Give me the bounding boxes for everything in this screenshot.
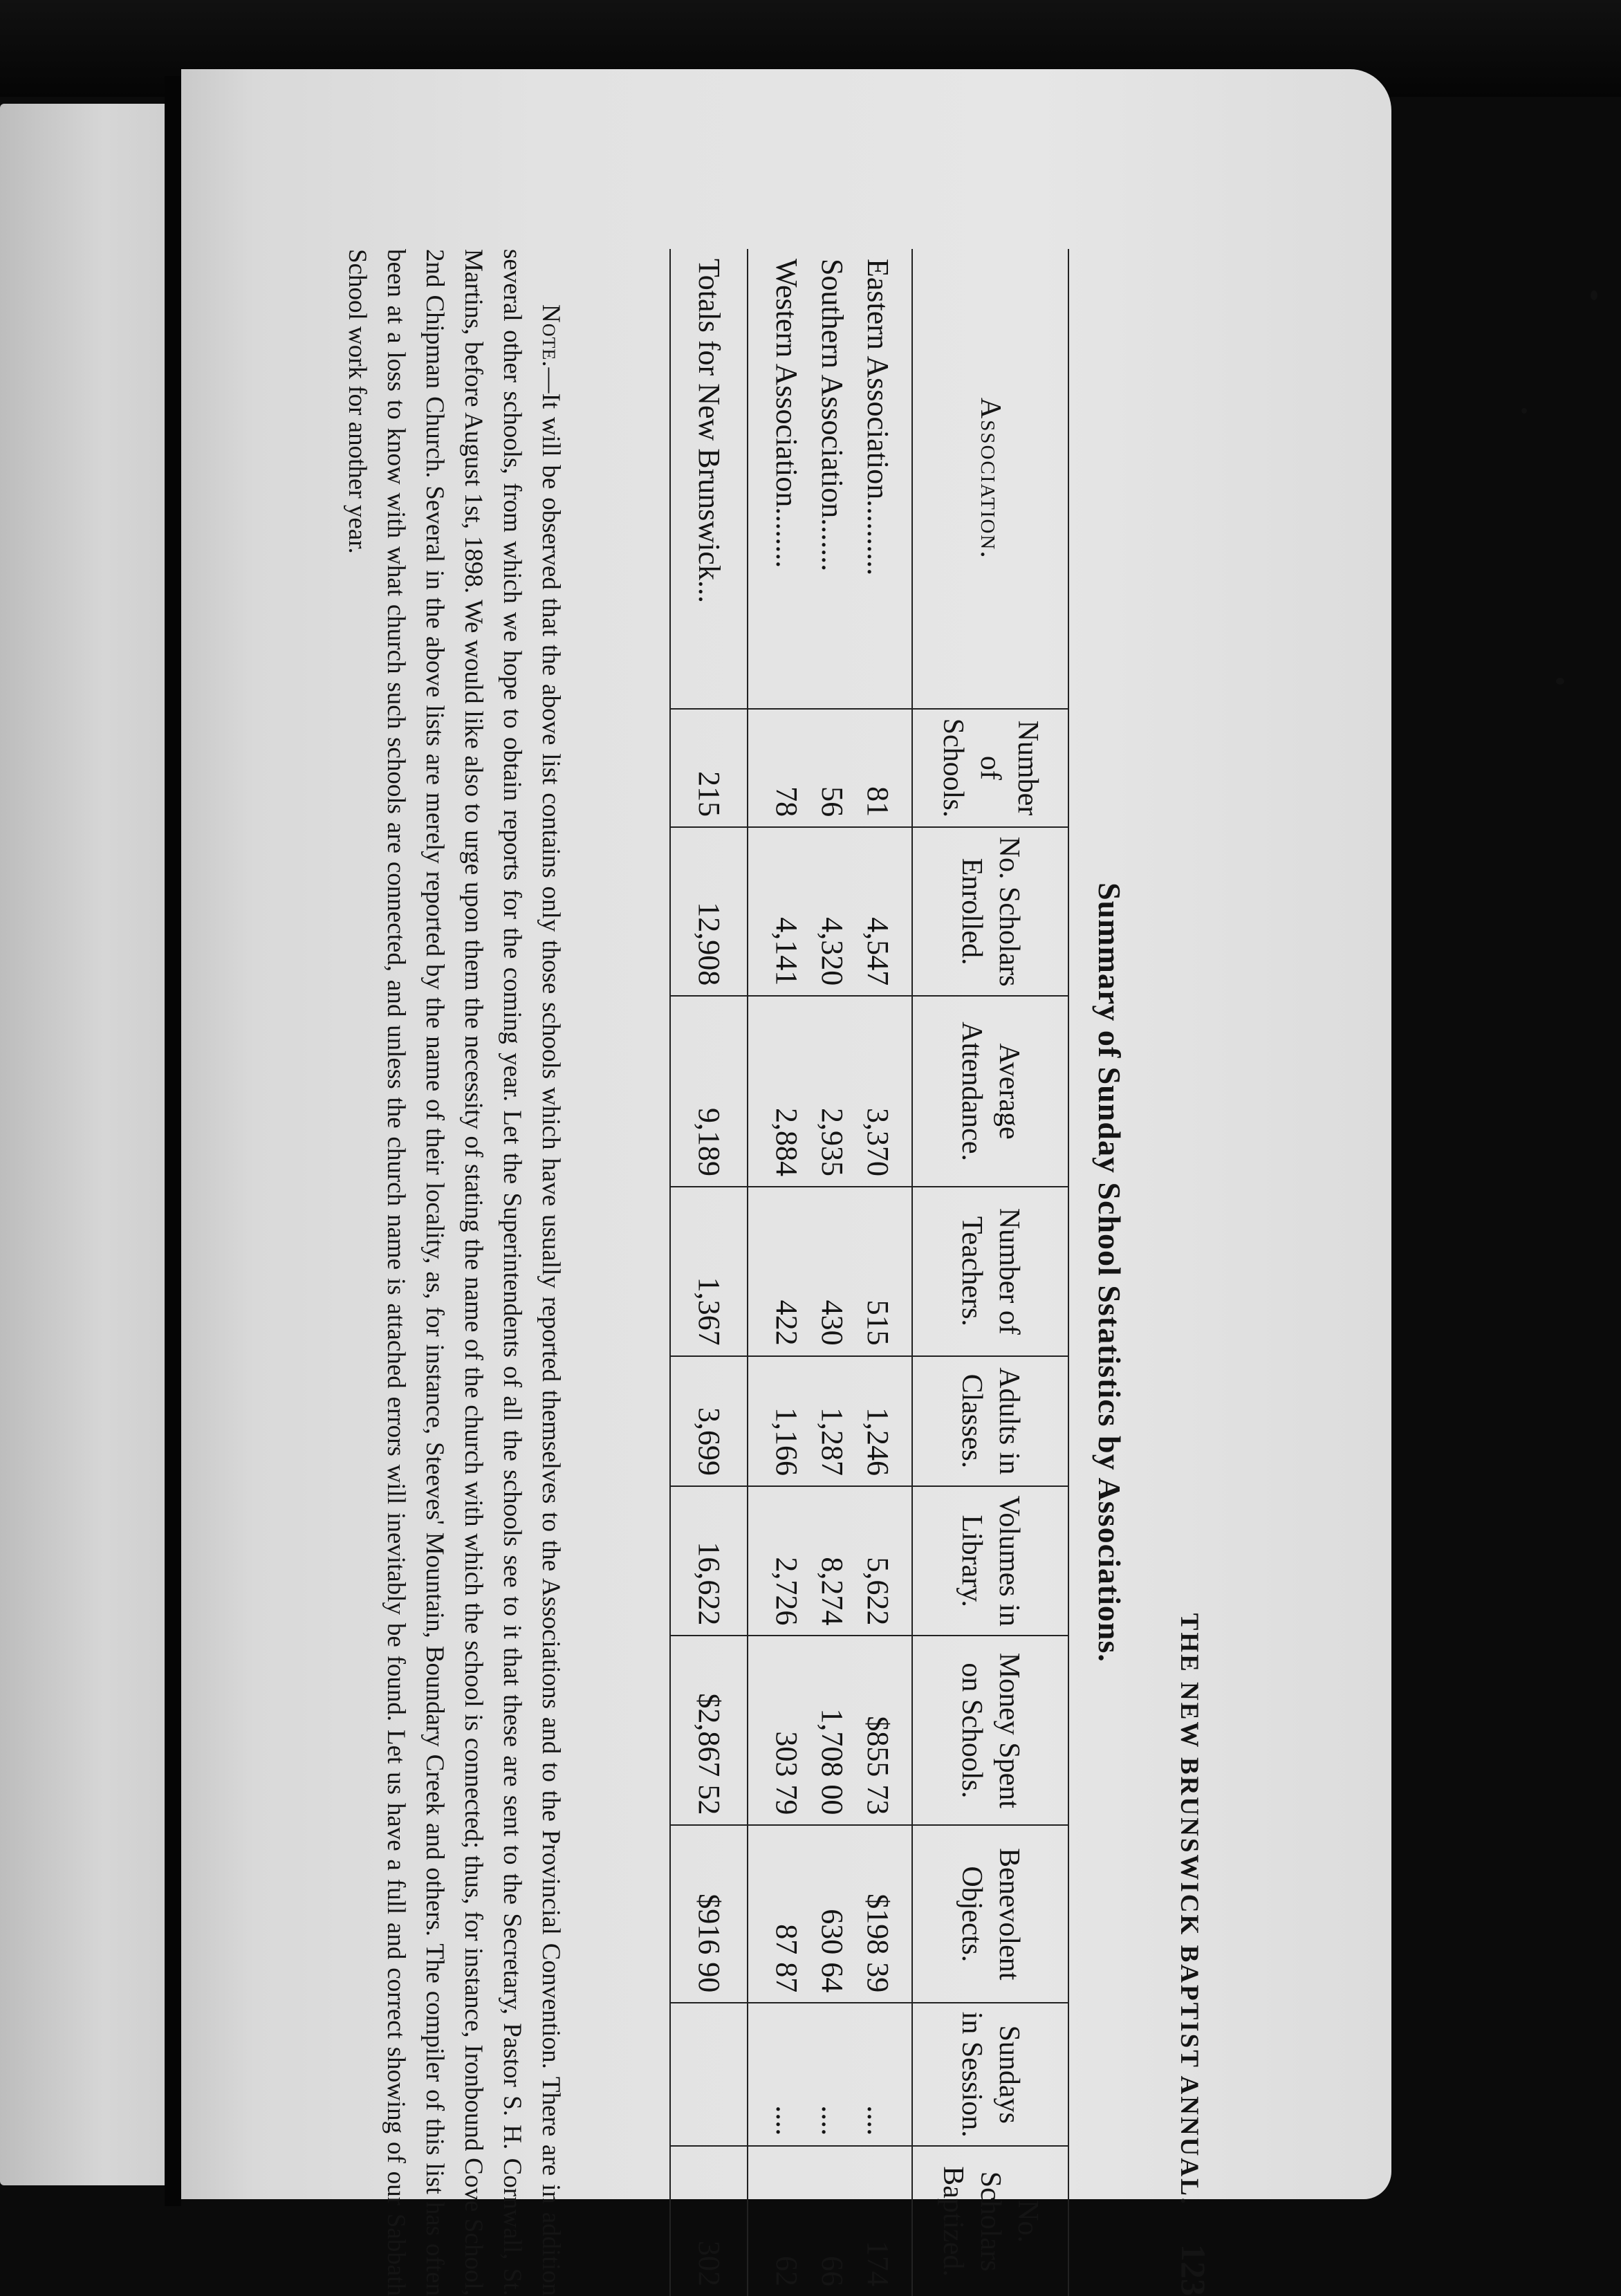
column-header: Number of Schools. bbox=[912, 709, 1068, 827]
table-cell: 2,935 bbox=[809, 996, 855, 1187]
running-title: THE NEW BRUNSWICK BAPTIST ANNUAL. bbox=[1175, 1613, 1203, 2206]
table-cell: 1,708 00 bbox=[809, 1636, 855, 1825]
total-cell: 1,367 bbox=[670, 1187, 748, 1356]
association-name: Southern Association....... bbox=[809, 249, 855, 709]
table-cell: 630 64 bbox=[809, 1825, 855, 2003]
table-cell: 8,274 bbox=[809, 1486, 855, 1636]
scan-speck bbox=[1556, 678, 1564, 685]
table-cell: 303 79 bbox=[748, 1636, 809, 1825]
table-row bbox=[748, 249, 809, 2296]
column-header: Adults in Classes. bbox=[912, 1356, 1068, 1486]
table-cell: 81 bbox=[855, 709, 912, 827]
total-cell: 215 bbox=[670, 709, 748, 827]
column-header: Volumes in Library. bbox=[912, 1486, 1068, 1636]
column-header: Sundays in Session. bbox=[912, 2003, 1068, 2146]
total-cell: 12,908 bbox=[670, 827, 748, 996]
table-row bbox=[809, 249, 855, 2296]
table-cell: 515 bbox=[855, 1187, 912, 1356]
table-cell: 87 87 bbox=[748, 1825, 809, 2003]
total-cell: $2,867 52 bbox=[670, 1636, 748, 1825]
table-cell: 1,287 bbox=[809, 1356, 855, 1486]
rotated-page-content bbox=[343, 249, 1218, 2296]
statistics-table bbox=[669, 249, 1069, 2296]
footnote-lead: Note. bbox=[537, 304, 565, 368]
table-cell: 5,622 bbox=[855, 1486, 912, 1636]
column-header: Association. bbox=[912, 249, 1068, 709]
table-cell: 4,547 bbox=[855, 827, 912, 996]
table-cell: .... bbox=[809, 2003, 855, 2146]
total-cell: 3,699 bbox=[670, 1356, 748, 1486]
table-cell: 2,884 bbox=[748, 996, 809, 1187]
association-name: Eastern Association.......... bbox=[855, 249, 912, 709]
total-cell bbox=[670, 2003, 748, 2146]
table-cell: 2,726 bbox=[748, 1486, 809, 1636]
column-header: Money Spent on Schools. bbox=[912, 1636, 1068, 1825]
table-cell: 174 bbox=[861, 2241, 895, 2286]
scan-speck bbox=[1591, 290, 1597, 300]
totals-row bbox=[670, 249, 748, 2296]
table-cell: 1,166 bbox=[748, 1356, 809, 1486]
scan-speck bbox=[1521, 408, 1527, 414]
total-cell: 16,622 bbox=[670, 1486, 748, 1636]
table-cell: $855 73 bbox=[855, 1636, 912, 1825]
footnote bbox=[337, 249, 570, 2296]
table-cell: 1,246 bbox=[855, 1356, 912, 1486]
table-cell: .... bbox=[855, 2003, 912, 2146]
totals-label: Totals for New Brunswick... bbox=[670, 249, 748, 709]
table-cell: 66 bbox=[815, 2256, 849, 2286]
table-header-row bbox=[912, 249, 1068, 2296]
table-title: Summary of Sunday School Sstatistics by Associations. bbox=[1092, 882, 1127, 1663]
table-cell: 430 bbox=[809, 1187, 855, 1356]
footnote-text: —It will be observed that the above list contains only those schools which have usually reported themselves to the Associations and to the Provincial Convention. There are in addition several other schools, from which we hope to obtain reports for the coming year. Let the Superintendents of all the schools see to it that these are sent to the Secretary, Pastor S. H. Cornwall, St. Martins, before August 1st, 1898. We would like also to urge upon them the necessity of stating the name of the church with which the school is connected; thus, for instance, Ironbound Cove School, 2nd Chipman Church. Several in the above lists are merely reported by the name of their locality, as, for instance, Steeves' Mountain, Boundary Creek and others. The compiler of this list has often been at a loss to know with what church such schools are connected, and unless the church name is attached errors will inevitably be found. Let us have a full and correct showing of our Sabbath School work for another year. bbox=[343, 249, 565, 2296]
table-cell: 4,320 bbox=[809, 827, 855, 996]
table-cell: 3,370 bbox=[855, 996, 912, 1187]
table-cell: 78 bbox=[748, 709, 809, 827]
book-gutter bbox=[165, 76, 181, 2206]
table-cell: 4,141 bbox=[748, 827, 809, 996]
column-header: Benevolent Objects. bbox=[912, 1825, 1068, 2003]
table-cell: 422 bbox=[748, 1187, 809, 1356]
column-header: Number of Teachers. bbox=[912, 1187, 1068, 1356]
column-header: No. Scholars Enrolled. bbox=[912, 827, 1068, 996]
table-cell: $198 39 bbox=[855, 1825, 912, 2003]
page-number: 123 bbox=[1174, 2244, 1213, 2296]
table-row bbox=[855, 249, 912, 2296]
facing-page-edge bbox=[0, 104, 173, 2185]
table-cell: 62 bbox=[770, 2256, 804, 2286]
table-cell: 56 bbox=[809, 709, 855, 827]
column-header: No. Scholars Baptized. bbox=[912, 2146, 1068, 2296]
association-name: Western Association........ bbox=[748, 249, 809, 709]
total-cell: 9,189 bbox=[670, 996, 748, 1187]
total-cell: $916 90 bbox=[670, 1825, 748, 2003]
table-cell: .... bbox=[748, 2003, 809, 2146]
total-cell: 302 bbox=[670, 2146, 748, 2296]
running-head bbox=[1163, 249, 1218, 2296]
column-header: Average Attendance. bbox=[912, 996, 1068, 1187]
